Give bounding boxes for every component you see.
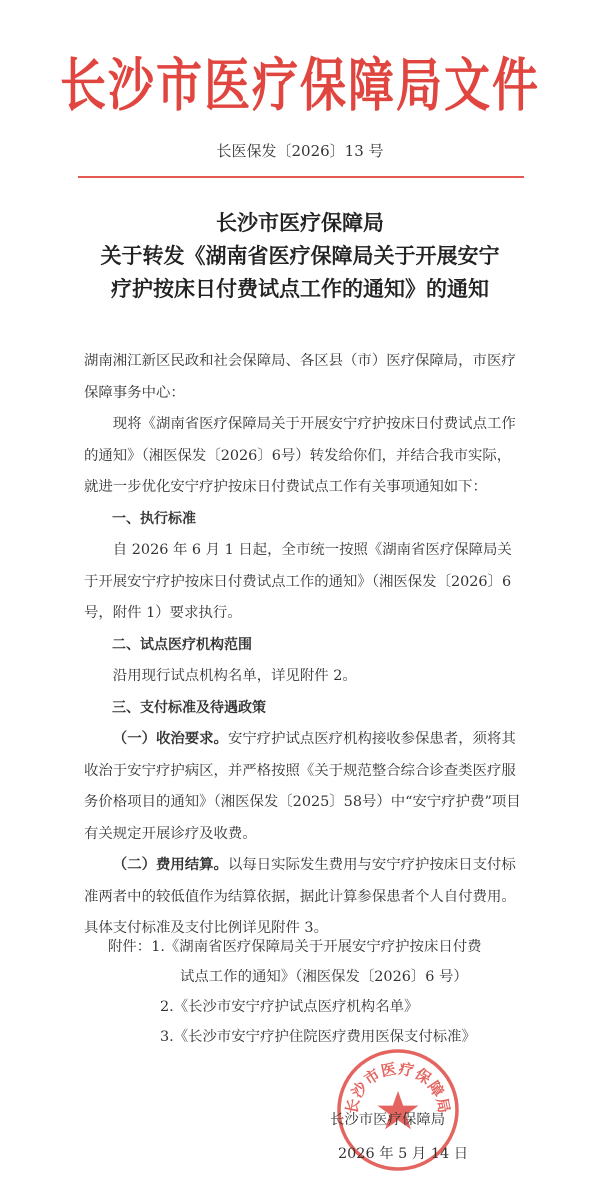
item-1-label: （一）收治要求。 xyxy=(112,731,228,747)
item-2-label: （二）费用结算。 xyxy=(112,857,228,873)
attachment-2: 2.《长沙市安宁疗护试点医疗机构名单》 xyxy=(160,999,419,1015)
item-1-text: 安宁疗护试点医疗机构接收参保患者，须将其收治于安宁疗护病区，并严格按照《关于规范整合综合诊查类医疗服务价格项目的通知》（湘医保发〔2025〕58号）中“安宁疗护费”项目有关规定开展诊疗及收费。 xyxy=(84,731,521,842)
attachment-1-row xyxy=(108,932,538,962)
intro-paragraph: 现将《湖南省医疗保障局关于开展安宁疗护按床日付费试点工作的通知》（湘医保发〔2026〕6号）转发给你们，并结合我市实际，就进一步优化安宁疗护按床日付费试点工作有关事项通知如下： xyxy=(84,416,516,495)
recipients: 湖南湘江新区民政和社会保障局、各区县（市）医疗保障局，市医疗保障事务中心： xyxy=(84,353,516,401)
item-1-paragraph xyxy=(84,724,524,850)
section-2-text: 沿用现行试点机构名单，详见附件 2。 xyxy=(112,668,357,684)
title-line-3: 疗护按床日付费试点工作的通知》的通知 xyxy=(111,276,489,301)
item-2-text: 以每日实际发生费用与安宁疗护按床日支付标准两者中的较低值作为结算依据，据此计算参保患者个人自付费用。具体支付标准及支付比例详见附件 3。 xyxy=(84,857,516,936)
document-number: 长医保发〔2026〕13 号 xyxy=(216,142,384,160)
section-3-heading: 三、支付标准及待遇政策 xyxy=(112,699,266,716)
attachments-list xyxy=(108,932,538,1052)
attachment-1-line-1: 1.《湖南省医疗保障局关于开展安宁疗护按床日付费 xyxy=(151,939,482,955)
seal-text-path: 长沙市医疗保障局 xyxy=(342,1059,454,1116)
signing-organization: 长沙市医疗保障局 xyxy=(330,1112,446,1128)
attachment-3: 3.《长沙市安宁疗护住院医疗费用医保支付标准》 xyxy=(160,1029,476,1045)
attachments-label: 附件： xyxy=(108,939,152,955)
item-2-paragraph xyxy=(84,850,524,945)
section-2-heading: 二、试点医疗机构范围 xyxy=(112,636,252,653)
section-1-text: 自 2026 年 6 月 1 日起，全市统一按照《湖南省医疗保障局关于开展安宁疗护按床日付费试点工作的通知》（湘医保发〔2026〕6 号，附件 1）要求执行。 xyxy=(84,542,512,621)
attachment-1-line-2: 试点工作的通知》（湘医保发〔2026〕6 号） xyxy=(180,969,468,985)
signing-date: 2026 年 5 月 14 日 xyxy=(338,1146,469,1162)
document-body xyxy=(84,346,524,945)
masthead-title: 长沙市医疗保障局文件 xyxy=(60,51,540,119)
title-line-2: 关于转发《湖南省医疗保障局关于开展安宁 xyxy=(100,243,500,268)
document-title xyxy=(0,206,600,305)
section-1-heading: 一、执行标准 xyxy=(112,510,196,527)
title-line-1: 长沙市医疗保障局 xyxy=(216,210,384,235)
red-divider-line xyxy=(78,176,524,178)
